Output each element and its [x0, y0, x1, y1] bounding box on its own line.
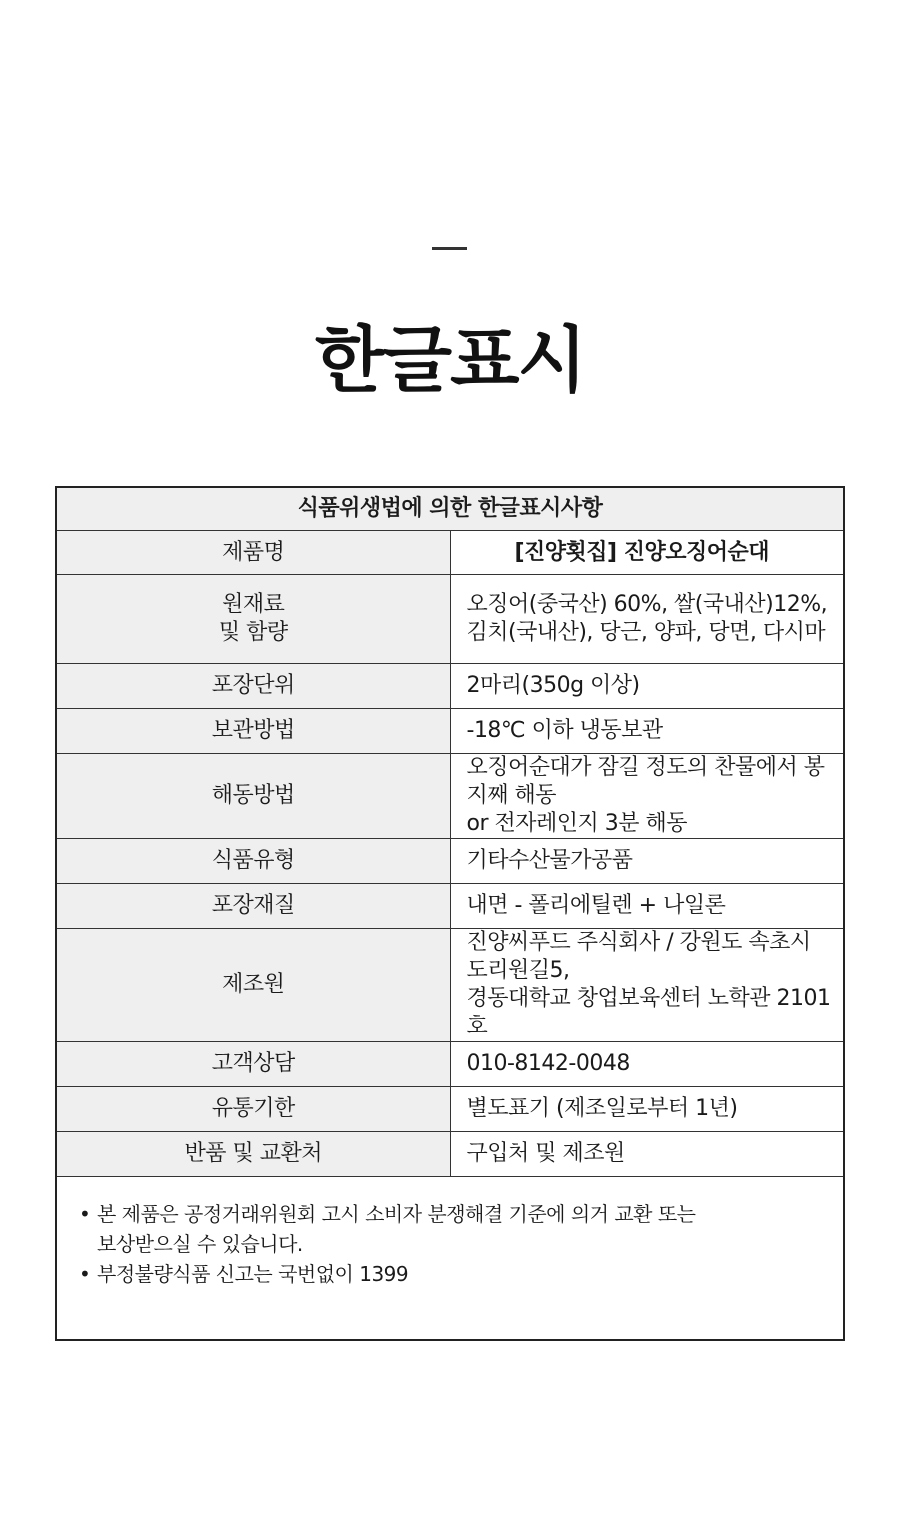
notes-list	[77, 1199, 823, 1289]
table-row-expiration	[56, 1087, 844, 1132]
row-value: 010-8142-0048	[450, 1042, 844, 1087]
table-row-ingredients	[56, 575, 844, 664]
table-row-manufacturer	[56, 929, 844, 1042]
table-row-return-exchange	[56, 1132, 844, 1177]
row-value: -18℃ 이하 냉동보관	[450, 709, 844, 754]
row-value: 오징어(중국산) 60%, 쌀(국내산)12%, 김치(국내산), 당근, 양파, 당면, 다시마	[450, 575, 844, 664]
row-label: 포장재질	[56, 884, 450, 929]
table-notes-row	[56, 1177, 844, 1341]
row-value: 기타수산물가공품	[450, 839, 844, 884]
row-value: 구입처 및 제조원	[450, 1132, 844, 1177]
page-title: 한글표시	[314, 318, 586, 402]
row-label: 반품 및 교환처	[56, 1132, 450, 1177]
table-row-food-type	[56, 839, 844, 884]
row-value: [진양횟집] 진양오징어순대	[450, 531, 844, 575]
table-row-product-name	[56, 531, 844, 575]
row-value: 별도표기 (제조일로부터 1년)	[450, 1087, 844, 1132]
row-label: 보관방법	[56, 709, 450, 754]
row-value: 오징어순대가 잠길 정도의 찬물에서 봉지째 해동 or 전자레인지 3분 해동	[450, 754, 844, 839]
list-item: • 부정불량식품 신고는 국번없이 1399	[77, 1259, 823, 1289]
row-label: 고객상담	[56, 1042, 450, 1087]
row-label: 제조원	[56, 929, 450, 1042]
table-row-customer-service	[56, 1042, 844, 1087]
row-value: 내면 - 폴리에틸렌 + 나일론	[450, 884, 844, 929]
table-row-thawing	[56, 754, 844, 839]
table-row-storage	[56, 709, 844, 754]
table-header: 식품위생법에 의한 한글표시사항	[56, 487, 844, 531]
notes-cell	[56, 1177, 844, 1341]
korean-label-table	[55, 486, 845, 1341]
table-row-packaging-material	[56, 884, 844, 929]
table-row-package-unit	[56, 664, 844, 709]
row-label: 원재료 및 함량	[56, 575, 450, 664]
title-dash-divider	[432, 247, 467, 250]
row-value: 진양씨푸드 주식회사 / 강원도 속초시 도리원길5, 경동대학교 창업보육센터 노학관 2101호	[450, 929, 844, 1042]
list-item: • 본 제품은 공정거래위원회 고시 소비자 분쟁해결 기준에 의거 교환 또는 보상받으실 수 있습니다.	[77, 1199, 823, 1259]
row-label: 유통기한	[56, 1087, 450, 1132]
table-header-row	[56, 487, 844, 531]
row-label: 제품명	[56, 531, 450, 575]
row-label: 포장단위	[56, 664, 450, 709]
row-value: 2마리(350g 이상)	[450, 664, 844, 709]
row-label: 식품유형	[56, 839, 450, 884]
row-label: 해동방법	[56, 754, 450, 839]
